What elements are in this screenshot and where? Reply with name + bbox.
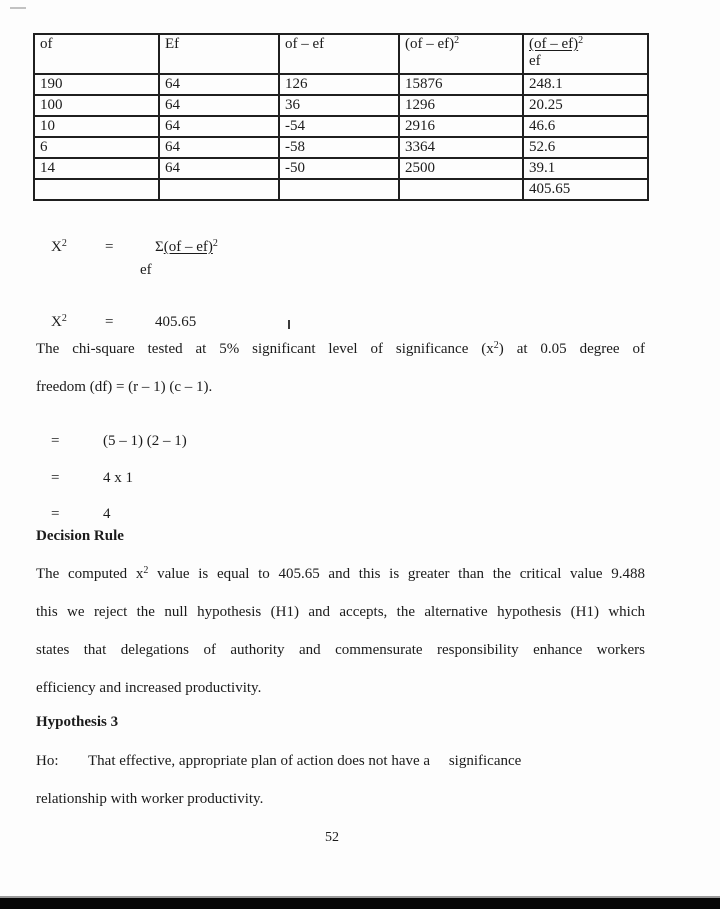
cell-total: 405.65 [523, 179, 648, 200]
cell-empty [279, 179, 399, 200]
cell-diff-sq: 15876 [399, 74, 523, 95]
cell-diff-sq-over-ef: 248.1 [523, 74, 648, 95]
cell-of: 100 [34, 95, 159, 116]
paragraph-line: freedom (df) = (r – 1) (c – 1). [36, 379, 213, 395]
cell-ef: 64 [159, 74, 279, 95]
cell-of: 10 [34, 116, 159, 137]
sigma-symbol: Σ [155, 239, 164, 255]
header-col4-base: (of – ef) [405, 36, 455, 52]
scan-black-bar [0, 896, 720, 909]
table-header-row [34, 34, 648, 74]
cell-empty [34, 179, 159, 200]
chi-base: X [51, 314, 62, 330]
paragraph-line: states that delegations of authority and commensurate responsibility enhance workers [36, 642, 645, 658]
ho-line-2: relationship with worker productivity. [36, 791, 264, 807]
cell-diff: 36 [279, 95, 399, 116]
cell-diff: 126 [279, 74, 399, 95]
page-number: 52 [325, 830, 339, 845]
decision-rule-paragraph [36, 555, 645, 707]
paragraph-line: efficiency and increased productivity. [36, 680, 262, 696]
scan-artifact-tick [288, 320, 290, 329]
header-ef: Ef [159, 34, 279, 74]
chi-square-table [33, 33, 649, 201]
scan-artifact-dash [10, 7, 26, 9]
decision-rule-heading: Decision Rule [36, 528, 124, 544]
chi-symbol [51, 239, 105, 256]
step-expression: (5 – 1) (2 – 1) [103, 433, 187, 449]
cell-diff-sq-over-ef: 52.6 [523, 137, 648, 158]
cell-of: 190 [34, 74, 159, 95]
result-value: 405.65 [155, 314, 197, 330]
chi-sup: 2 [61, 313, 67, 324]
formula-denominator: ef [140, 262, 152, 278]
header-col5-numerator: (of – ef) [529, 36, 579, 52]
equals-sign: = [51, 506, 60, 522]
step-expression: 4 [103, 506, 111, 522]
header-of: of [34, 34, 159, 74]
x-squared-sup: 2 [143, 565, 149, 576]
numerator-text: (of – ef) [163, 239, 213, 255]
cell-diff: -50 [279, 158, 399, 179]
hypothesis-3-heading: Hypothesis 3 [36, 714, 119, 730]
header-of-minus-ef-squared [399, 34, 523, 74]
cell-of: 6 [34, 137, 159, 158]
equals-sign: = [51, 470, 60, 486]
paragraph-text: The chi-square tested at 5% significant level of significance (x [36, 341, 494, 357]
chi-base: X [51, 239, 62, 255]
table-row [34, 95, 648, 116]
table-row [34, 74, 648, 95]
chi-square-formula [36, 222, 218, 273]
cell-diff-sq-over-ef: 20.25 [523, 95, 648, 116]
equals-sign: = [51, 433, 60, 449]
step-expression: 4 x 1 [103, 470, 133, 486]
cell-empty [399, 179, 523, 200]
header-of-minus-ef-squared-over-ef [523, 34, 648, 74]
cell-ef: 64 [159, 116, 279, 137]
paragraph-text: ) at 0.05 degree of [498, 341, 645, 357]
paragraph-text: The computed x [36, 566, 144, 582]
paragraph-line [36, 330, 645, 368]
chi-square-paragraph [36, 330, 645, 406]
equals-sign: = [105, 314, 114, 330]
cell-diff: -58 [279, 137, 399, 158]
cell-empty [159, 179, 279, 200]
paragraph-text: value is equal to 405.65 and this is greater than the critical value 9.488 [148, 566, 645, 582]
cell-diff-sq-over-ef: 46.6 [523, 116, 648, 137]
paragraph-line: this we reject the null hypothesis (H1) and accepts, the alternative hypothesis (H1) which [36, 604, 645, 620]
chi-sup: 2 [61, 238, 67, 249]
table-row [34, 116, 648, 137]
ho-label: Ho: [36, 753, 59, 769]
x-squared-sup: 2 [493, 340, 499, 351]
cell-ef: 64 [159, 158, 279, 179]
header-col4-sup: 2 [454, 35, 460, 46]
table-row [34, 137, 648, 158]
cell-diff: -54 [279, 116, 399, 137]
numerator-sup: 2 [212, 238, 218, 249]
cell-diff-sq: 2916 [399, 116, 523, 137]
cell-of: 14 [34, 158, 159, 179]
header-col5-denominator: ef [529, 53, 541, 69]
cell-diff-sq-over-ef: 39.1 [523, 158, 648, 179]
ho-line-1: That effective, appropriate plan of action does not have a significance [88, 753, 522, 769]
equals-sign: = [105, 239, 114, 255]
cell-ef: 64 [159, 95, 279, 116]
chi-symbol [51, 314, 105, 331]
cell-diff-sq: 3364 [399, 137, 523, 158]
cell-ef: 64 [159, 137, 279, 158]
formula-numerator [155, 239, 218, 255]
table-total-row [34, 179, 648, 200]
header-col5-numerator-line [529, 36, 642, 53]
paragraph-line [36, 555, 645, 593]
header-col5-sup: 2 [578, 35, 584, 46]
header-of-minus-ef: of – ef [279, 34, 399, 74]
table-row [34, 158, 648, 179]
cell-diff-sq: 1296 [399, 95, 523, 116]
cell-diff-sq: 2500 [399, 158, 523, 179]
